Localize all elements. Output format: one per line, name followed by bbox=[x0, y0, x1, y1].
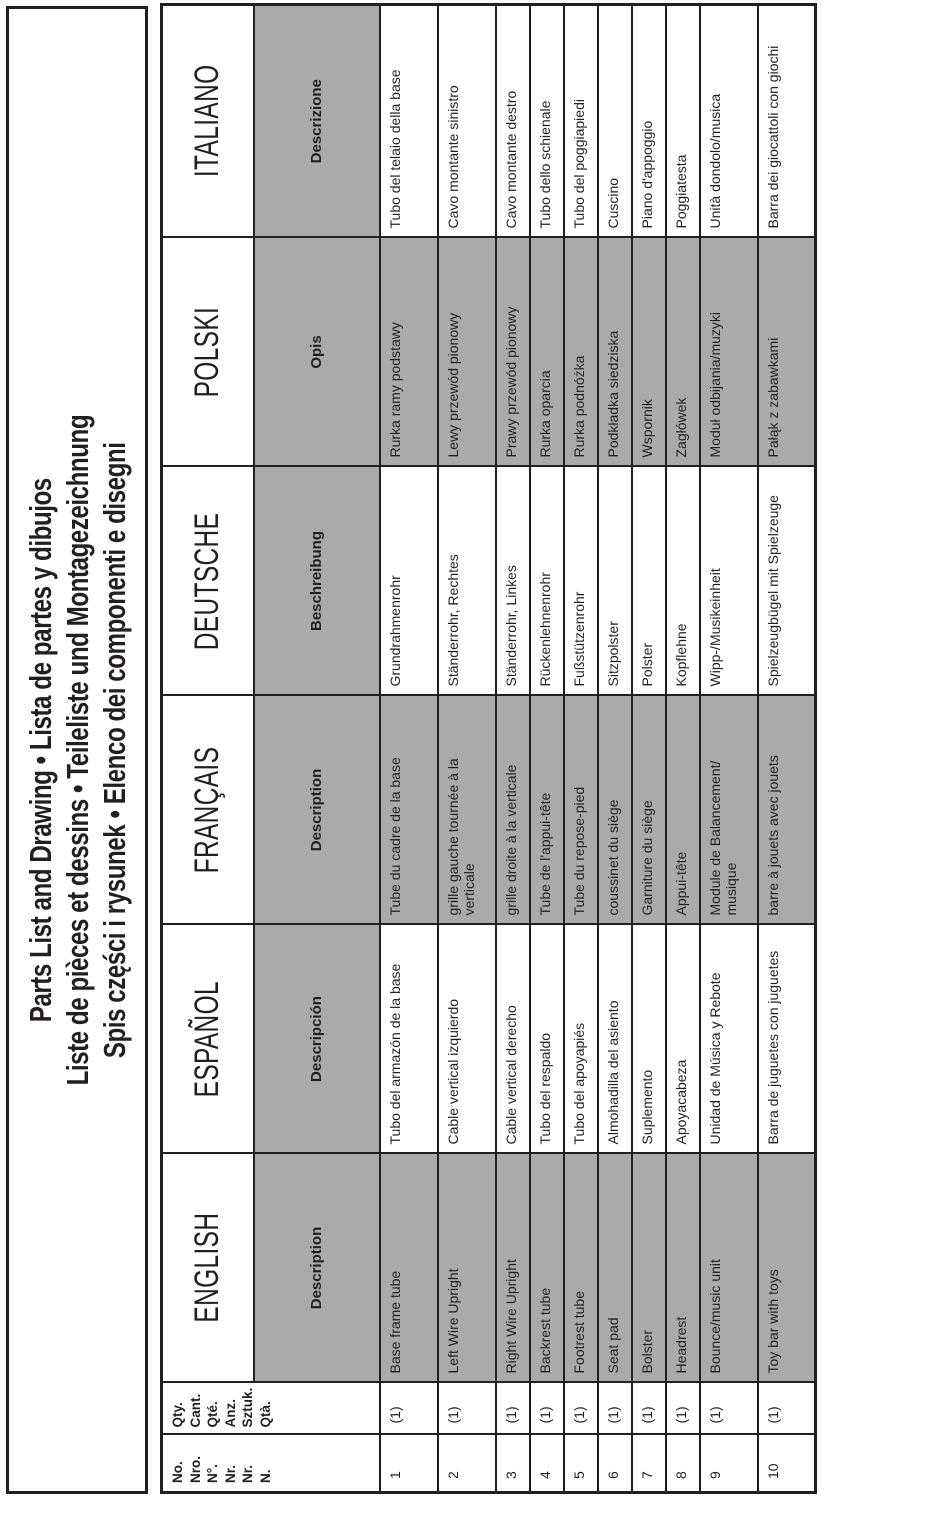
part-number: 5 bbox=[564, 1435, 598, 1493]
desc-english: Left Wire Upright bbox=[438, 1154, 496, 1383]
desc-english: Toy bar with toys bbox=[758, 1154, 816, 1383]
desc-spanish: Tubo del armazón de la base bbox=[380, 925, 438, 1154]
parts-rows bbox=[380, 5, 816, 1493]
desc-french: coussinet du siège bbox=[598, 696, 632, 925]
desc-english: Base frame tube bbox=[380, 1154, 438, 1383]
qty-column-header: Qty. Cant. Qté. Anz. Sztuk. Qtà. bbox=[162, 1383, 380, 1435]
desc-italian: Tubo del poggiapiedi bbox=[564, 5, 598, 238]
table-row bbox=[438, 5, 496, 1493]
table-row bbox=[564, 5, 598, 1493]
desc-spanish: Tubo del respaldo bbox=[530, 925, 564, 1154]
desc-french: Module de Balancement/ musique bbox=[700, 696, 758, 925]
table-row bbox=[496, 5, 530, 1493]
desc-header-german: Beschreibung bbox=[254, 467, 380, 696]
desc-french: Tube du repose-pied bbox=[564, 696, 598, 925]
desc-german: Spielzeugbügel mit Spielzeuge bbox=[758, 467, 816, 696]
table-row bbox=[700, 5, 758, 1493]
desc-header-french: Description bbox=[254, 696, 380, 925]
desc-polish: Wspornik bbox=[632, 238, 666, 467]
desc-polish: Rurka oparcia bbox=[530, 238, 564, 467]
desc-german: Wipp-/Musikeinheit bbox=[700, 467, 758, 696]
desc-english: Bolster bbox=[632, 1154, 666, 1383]
desc-english: Footrest tube bbox=[564, 1154, 598, 1383]
table-row bbox=[666, 5, 700, 1493]
desc-italian: Barra dei giocattoli con giochi bbox=[758, 5, 816, 238]
desc-polish: Rurka podnóżka bbox=[564, 238, 598, 467]
part-quantity: (1) bbox=[530, 1383, 564, 1435]
desc-polish: Prawy przewód pionowy bbox=[496, 238, 530, 467]
part-quantity: (1) bbox=[598, 1383, 632, 1435]
part-number: 7 bbox=[632, 1435, 666, 1493]
desc-italian: Cavo montante destro bbox=[496, 5, 530, 238]
desc-english: Right Wire Upright bbox=[496, 1154, 530, 1383]
desc-spanish: Apoyacabeza bbox=[666, 925, 700, 1154]
desc-header-italian: Descrizione bbox=[254, 5, 380, 238]
desc-english: Seat pad bbox=[598, 1154, 632, 1383]
lang-header-french: FRANÇAIS bbox=[162, 696, 254, 925]
desc-polish: Pałąk z zabawkami bbox=[758, 238, 816, 467]
desc-german: Grundrahmenrohr bbox=[380, 467, 438, 696]
desc-german: Rückenlehnenrohr bbox=[530, 467, 564, 696]
part-number: 3 bbox=[496, 1435, 530, 1493]
desc-french: Tube de l'appui-tête bbox=[530, 696, 564, 925]
part-quantity: (1) bbox=[700, 1383, 758, 1435]
desc-polish: Moduł odbijania/muzyki bbox=[700, 238, 758, 467]
title-line-1: Parts List and Drawing • Lista de partes y dibujos bbox=[22, 477, 58, 1023]
desc-spanish: Cable vertical derecho bbox=[496, 925, 530, 1154]
no-column-header: No. Nro. N°. Nr. Nr. N. bbox=[162, 1435, 380, 1493]
desc-polish: Lewy przewód pionowy bbox=[438, 238, 496, 467]
desc-polish: Rurka ramy podstawy bbox=[380, 238, 438, 467]
part-quantity: (1) bbox=[380, 1383, 438, 1435]
part-quantity: (1) bbox=[632, 1383, 666, 1435]
part-number: 2 bbox=[438, 1435, 496, 1493]
part-number: 8 bbox=[666, 1435, 700, 1493]
desc-polish: Zagłówek bbox=[666, 238, 700, 467]
title-line-2: Liste de pièces et dessins • Teileliste und Montagezeichnung bbox=[59, 414, 95, 1086]
desc-header-polish: Opis bbox=[254, 238, 380, 467]
title-box bbox=[6, 6, 148, 1494]
desc-spanish: Tubo del apoyapiés bbox=[564, 925, 598, 1154]
desc-spanish: Unidad de Música y Rebote bbox=[700, 925, 758, 1154]
part-quantity: (1) bbox=[438, 1383, 496, 1435]
part-number: 1 bbox=[380, 1435, 438, 1493]
desc-english: Backrest tube bbox=[530, 1154, 564, 1383]
desc-spanish: Almohadilla del asiento bbox=[598, 925, 632, 1154]
desc-french: Garniture du siège bbox=[632, 696, 666, 925]
desc-german: Ständerrohr, Rechtes bbox=[438, 467, 496, 696]
desc-french: barre à jouets avec jouets bbox=[758, 696, 816, 925]
desc-italian: Tubo dello schienale bbox=[530, 5, 564, 238]
desc-italian: Tubo del telaio della base bbox=[380, 5, 438, 238]
parts-table bbox=[160, 3, 817, 1494]
desc-spanish: Suplemento bbox=[632, 925, 666, 1154]
part-quantity: (1) bbox=[666, 1383, 700, 1435]
lang-header-english: ENGLISH bbox=[162, 1154, 254, 1383]
desc-french: grille droite à la verticale bbox=[496, 696, 530, 925]
table-row bbox=[598, 5, 632, 1493]
description-header-row bbox=[254, 5, 380, 1493]
desc-spanish: Cable vertical izquierdo bbox=[438, 925, 496, 1154]
lang-header-german: DEUTSCHE bbox=[162, 467, 254, 696]
desc-french: Appui-tête bbox=[666, 696, 700, 925]
desc-english: Headrest bbox=[666, 1154, 700, 1383]
title-line-3: Spis części i rysunek • Elenco dei componenti e disegni bbox=[96, 442, 132, 1058]
language-header-row bbox=[162, 5, 254, 1493]
desc-german: Kopflehne bbox=[666, 467, 700, 696]
desc-german: Polster bbox=[632, 467, 666, 696]
desc-french: Tube du cadre de la base bbox=[380, 696, 438, 925]
table-row bbox=[380, 5, 438, 1493]
lang-header-spanish: ESPAÑOL bbox=[162, 925, 254, 1154]
desc-italian: Poggiatesta bbox=[666, 5, 700, 238]
table-row bbox=[758, 5, 816, 1493]
desc-english: Bounce/music unit bbox=[700, 1154, 758, 1383]
desc-spanish: Barra de juguetes con juguetes bbox=[758, 925, 816, 1154]
lang-header-italian: ITALIANO bbox=[162, 5, 254, 238]
desc-german: Sitzpolster bbox=[598, 467, 632, 696]
desc-german: Ständerrohr, Linkes bbox=[496, 467, 530, 696]
part-number: 6 bbox=[598, 1435, 632, 1493]
table-row bbox=[632, 5, 666, 1493]
part-quantity: (1) bbox=[496, 1383, 530, 1435]
desc-french: grille gauche tournée à la verticale bbox=[438, 696, 496, 925]
desc-italian: Cuscino bbox=[598, 5, 632, 238]
table-row bbox=[530, 5, 564, 1493]
lang-header-polish: POLSKI bbox=[162, 238, 254, 467]
desc-header-spanish: Descripción bbox=[254, 925, 380, 1154]
part-quantity: (1) bbox=[564, 1383, 598, 1435]
desc-italian: Piano d'appoggio bbox=[632, 5, 666, 238]
desc-header-english: Description bbox=[254, 1154, 380, 1383]
desc-italian: Cavo montante sinistro bbox=[438, 5, 496, 238]
desc-italian: Unità dondolo/musica bbox=[700, 5, 758, 238]
part-number: 4 bbox=[530, 1435, 564, 1493]
part-quantity: (1) bbox=[758, 1383, 816, 1435]
desc-polish: Podkładka siedziska bbox=[598, 238, 632, 467]
part-number: 9 bbox=[700, 1435, 758, 1493]
part-number: 10 bbox=[758, 1435, 816, 1493]
desc-german: Fußstützenrohr bbox=[564, 467, 598, 696]
